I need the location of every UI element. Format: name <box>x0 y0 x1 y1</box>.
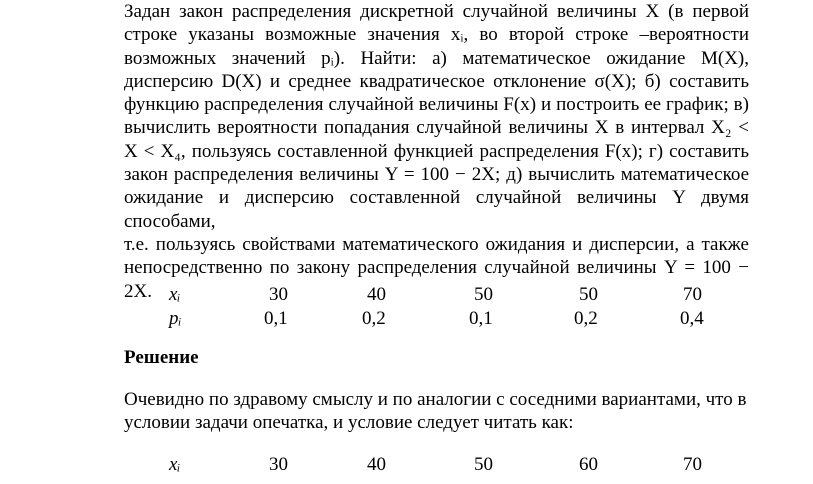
p-label: pᵢ <box>169 308 182 329</box>
p-value: 0,4 <box>680 308 704 329</box>
distribution-table-x-row <box>124 284 749 307</box>
x-label: xᵢ <box>169 454 181 475</box>
problem-line: ожидание и дисперсию составленной случайной величины Y двумя способами, <box>124 187 749 232</box>
x-value: 60 <box>579 454 598 475</box>
x-value: 50 <box>474 454 493 475</box>
x-value: 70 <box>683 454 702 475</box>
x-value: 50 <box>474 284 493 305</box>
x-value: 40 <box>367 284 386 305</box>
problem-line: т.е. пользуясь свойствами математического ожидания и дисперсии, а также <box>124 233 749 255</box>
x-value: 30 <box>269 454 288 475</box>
problem-line: функцию распределения случайной величины F(x) и построить ее график; в) <box>124 94 749 116</box>
problem-statement <box>124 0 749 303</box>
p-value: 0,2 <box>574 308 598 329</box>
problem-line: строке указаны возможные значения xᵢ, во второй строке –вероятности <box>124 24 749 46</box>
x-label: xᵢ <box>169 284 181 305</box>
x-value: 30 <box>269 284 288 305</box>
x-value: 50 <box>579 284 598 305</box>
corrected-table-x-row <box>124 454 749 477</box>
problem-line: Задан закон распределения дискретной случайной величины X (в первой <box>124 1 749 22</box>
problem-line: вычислить вероятности попадания случайной величины X в интервал X₂ < <box>124 117 749 139</box>
problem-line: 2X. <box>124 280 152 302</box>
problem-line: дисперсию D(X) и среднее квадратическое отклонение σ(X); б) составить <box>124 70 749 92</box>
problem-line: X < X₄, пользуясь составленной функцией распределения F(x); г) составить <box>124 140 749 162</box>
x-value: 70 <box>683 284 702 305</box>
solution-heading: Решение <box>124 347 199 368</box>
p-value: 0,1 <box>264 308 288 329</box>
problem-line: возможных значений pᵢ). Найти: а) математическое ожидание M(X), <box>124 47 749 69</box>
x-value: 40 <box>367 454 386 475</box>
solution-text: Очевидно по здравому смыслу и по аналогии с соседними вариантами, что в условии задачи опечатка, и условие следует читать как: <box>124 389 747 434</box>
distribution-table-p-row <box>124 308 749 331</box>
problem-line: непосредственно по закону распределения случайной величины Y = 100 − <box>124 257 749 279</box>
problem-line: закон распределения величины Y = 100 − 2X; д) вычислить математическое <box>124 164 749 186</box>
p-value: 0,2 <box>362 308 386 329</box>
p-value: 0,1 <box>469 308 493 329</box>
